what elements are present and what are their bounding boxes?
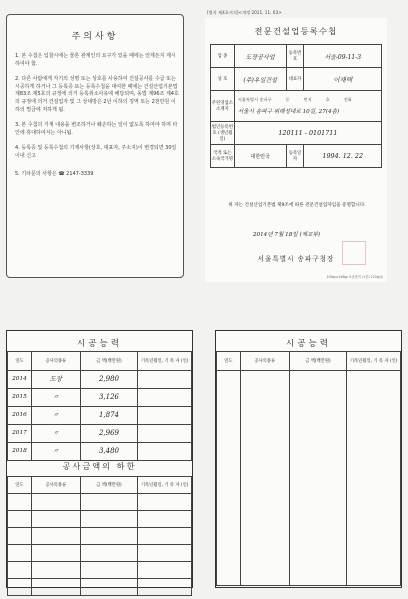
company-label: 상 호 — [211, 68, 235, 91]
notice-panel — [6, 14, 184, 278]
rep-label: 대표자 — [286, 68, 304, 91]
row-amount: 3,126 — [80, 389, 138, 407]
registration-certificate — [205, 10, 387, 282]
rep-value: 이재택 — [304, 68, 382, 91]
notice-item: 2. 다른 사람에게 자기의 성명 또는 상호를 사용하여 건설공사를 수급 또는 시공하게 하거나 그 등록증 또는 등록수첩을 대여한 때에는 건설산업기본법 제83조 제5호의 규정에 의거 등록취소사유에 해당되며, 동법 제96조 제4호의 규정에 의거 건설업자 및 그 상대방은 2년 이하의 징역 또는 2천만원 이하의 벌금에 처하게 됨. — [15, 76, 179, 113]
row-year: 2014 — [8, 371, 32, 389]
row-year: 2016 — [8, 407, 32, 425]
col-amount: 금 액(백만원) — [289, 352, 347, 371]
row-amount: 2,980 — [80, 371, 138, 389]
row-category: 〃 — [31, 443, 80, 461]
col-year: 연도 — [8, 477, 32, 494]
col-recorder: 기록년월일, 기 록 자 (인) — [138, 352, 192, 371]
table-row — [8, 371, 192, 389]
nationality-value: 대한민국 — [234, 145, 286, 168]
table-row — [8, 443, 192, 461]
reg-no-value: 서울-09-11-3 — [304, 45, 382, 68]
nationality-label: 국적 또는 소속국가명 — [211, 145, 235, 168]
table-row — [8, 425, 192, 443]
address-beonji: 번지 — [303, 97, 312, 102]
performance-title: 시공능력 — [285, 339, 332, 349]
row-amount: 3,480 — [80, 443, 138, 461]
row-recorder — [138, 389, 192, 407]
issue-date: 2014년 7월 18일 (재교부) — [253, 232, 321, 238]
form-number: [별지 제4호서식]<개정 2011. 11. 03> — [207, 10, 282, 15]
row-year: 2017 — [8, 425, 32, 443]
col-year: 연도 — [217, 352, 241, 371]
address-dong: 동 — [285, 97, 290, 102]
notice-list — [15, 53, 179, 186]
row-category: 도장 — [31, 371, 80, 389]
row-recorder — [138, 407, 192, 425]
corp-no-label: 법인등록번호 (생년월일) — [211, 122, 235, 145]
address-value: 서울시 송파구 위례성대로 10길, 27(4층) — [237, 109, 340, 115]
col-category: 공사의종류 — [31, 352, 80, 371]
col-amount: 금 액(백만원) — [80, 352, 138, 371]
table-row — [8, 579, 192, 596]
table-row — [8, 545, 192, 562]
limit-title: 공사금액의 하한 — [62, 461, 137, 471]
col-amount: 금 액(백만원) — [80, 477, 138, 494]
address-phone-label: 전화 — [343, 97, 352, 102]
col-category: 공사의종류 — [240, 352, 289, 371]
row-category: 〃 — [31, 425, 80, 443]
performance-panel-blank — [215, 330, 402, 588]
table-row — [217, 371, 401, 586]
row-category: 〃 — [31, 389, 80, 407]
row-recorder — [138, 371, 192, 389]
table-row — [8, 407, 192, 425]
reg-date-value: 1994. 12. 22 — [304, 145, 382, 168]
corp-no-value: 120111 - 0101711 — [234, 122, 381, 145]
table-row — [8, 528, 192, 545]
table-row — [8, 494, 192, 511]
performance-table — [7, 351, 192, 461]
col-year: 연도 — [8, 352, 32, 371]
paper-spec: 105㎜×148㎜ 보존용지 (1종) 120g/㎡ — [326, 275, 383, 279]
address-ho: 호 — [325, 97, 330, 102]
reg-no-label: 등록번호 — [286, 45, 304, 68]
notice-item: 5. 기타문의 사항은 ☎ 2147-3339 — [15, 170, 94, 177]
certificate-table — [210, 44, 382, 168]
notice-title: 주의사항 — [71, 32, 119, 42]
notice-item: 1. 본 수첩은 입찰시에는 물론 관계인의 요구가 있을 때에는 언제든지 제시하여야 함. — [15, 53, 176, 67]
row-recorder — [138, 443, 192, 461]
col-recorder: 기록년월일, 기 록 자 (인) — [347, 352, 401, 371]
row-year: 2018 — [8, 443, 32, 461]
certificate-title: 전문건설업등록수첩 — [254, 26, 338, 36]
performance-table — [216, 351, 401, 586]
company-value: (주)우일건설 — [234, 68, 286, 91]
business-label: 업 종 — [211, 45, 235, 68]
address-preprint — [238, 97, 381, 103]
limit-table — [7, 476, 192, 596]
performance-panel — [6, 330, 193, 588]
row-category: 〃 — [31, 407, 80, 425]
certification-statement: 위 자는 건설산업기본법 제9조에 따른 전문건설업자임을 증명합니다. — [228, 203, 366, 208]
address-city: 서울특별시 송파구 — [237, 97, 272, 102]
reg-date-label: 등록일자 — [286, 145, 304, 168]
business-value: 도장공사업 — [234, 45, 286, 68]
row-recorder — [138, 425, 192, 443]
row-amount: 1,874 — [80, 407, 138, 425]
performance-title: 시공능력 — [76, 339, 123, 349]
table-row — [8, 511, 192, 528]
col-recorder: 기록년월일, 기 록 자 (인) — [138, 477, 192, 494]
address-cell — [234, 91, 381, 122]
notice-item: 4. 등록증 및 등록수첩의 기재사항(상호, 대표자, 주소지)이 변경되면 30일 이내 신고 — [15, 145, 177, 159]
row-amount: 2,969 — [80, 425, 138, 443]
table-row — [8, 562, 192, 579]
col-category: 공사의종류 — [31, 477, 80, 494]
notice-item: 3. 본 수첩의 기재 내용을 변조하거나 훼손하는 일이 없도록 하여야 하며 타인에 휴대하여서는 아니됨. — [15, 122, 178, 136]
row-year: 2015 — [8, 389, 32, 407]
issuing-authority: 서울특별시 송파구청장 — [257, 255, 335, 263]
table-row — [8, 389, 192, 407]
address-label: 주된영업소 소재지 — [211, 91, 235, 122]
